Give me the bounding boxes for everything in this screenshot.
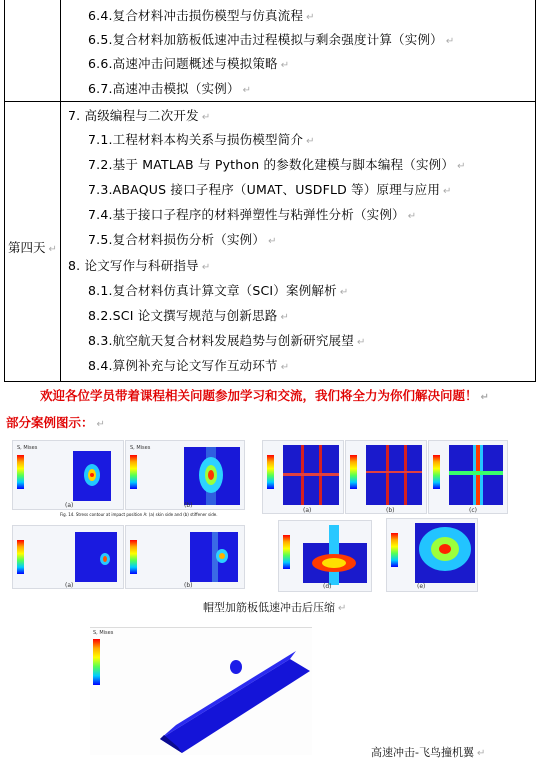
schedule-heading: 7. 高级编程与二次开发 ↵ <box>68 108 211 123</box>
contour-image <box>387 519 477 591</box>
contour-image <box>126 526 244 588</box>
panel-label: (a) <box>303 507 312 514</box>
contour-image <box>126 441 244 509</box>
schedule-item: 7.4.基于接口子程序的材料弹塑性与粘弹性分析（实例） ↵ <box>88 207 417 222</box>
schedule-item: 7.1.工程材料本构关系与损伤模型简介 ↵ <box>88 132 315 147</box>
contour-image <box>13 441 123 509</box>
damage-panel-d <box>278 520 372 592</box>
legend-title: S, Mises <box>17 445 38 451</box>
damage-panel-b <box>345 440 427 514</box>
schedule-item: 6.6.高速冲击问题概述与模拟策略 ↵ <box>88 56 290 71</box>
contour-image <box>279 521 371 591</box>
contour-image <box>263 441 343 513</box>
stress-contour-panel-c <box>12 525 124 589</box>
case-section-title: 部分案例图示： ↵ <box>6 415 105 430</box>
damage-panel-c <box>428 440 508 514</box>
figure-caption-low-velocity: 帽型加筋板低速冲击后压缩 ↵ <box>203 601 347 614</box>
stress-contour-panel-b <box>125 440 245 510</box>
bird-strike-figure <box>90 627 312 755</box>
schedule-item: 8.3.航空航天复合材料发展趋势与创新研究展望 ↵ <box>88 333 366 348</box>
panel-label: (d) <box>323 583 332 590</box>
wing-model-image <box>90 627 312 755</box>
panel-label: (e) <box>417 583 426 590</box>
schedule-item: 8.2.SCI 论文撰写规范与创新思路 ↵ <box>88 308 290 323</box>
schedule-item: 6.5.复合材料加筋板低速冲击过程模拟与剩余强度计算（实例） ↵ <box>88 32 455 47</box>
legend-title: S, Mises <box>93 630 114 636</box>
panel-label: (a) <box>65 502 74 509</box>
legend-title: S, Mises <box>130 445 151 451</box>
panel-label: (b) <box>184 502 193 509</box>
panel-label: (b) <box>386 507 395 514</box>
contour-image <box>346 441 426 513</box>
schedule-item: 7.3.ABAQUS 接口子程序（UMAT、USDFLD 等）原理与应用 ↵ <box>88 182 452 197</box>
damage-panel-e <box>386 518 478 592</box>
panel-label: (b) <box>184 582 193 589</box>
schedule-item: 6.7.高速冲击模拟（实例） ↵ <box>88 81 252 96</box>
table-column-divider <box>60 0 61 382</box>
schedule-item: 7.5.复合材料损伤分析（实例） ↵ <box>88 232 277 247</box>
schedule-item: 6.4.复合材料冲击损伤模型与仿真流程 ↵ <box>88 8 315 23</box>
stress-contour-panel-a <box>12 440 124 510</box>
figure-caption-bird-strike: 高速冲击-飞鸟撞机翼 ↵ <box>371 746 486 759</box>
schedule-item: 7.2.基于 MATLAB 与 Python 的参数化建模与脚本编程（实例） ↵ <box>88 157 466 172</box>
table-row-divider <box>5 101 536 102</box>
day-four-label: 第四天 ↵ <box>8 240 57 255</box>
contour-image <box>13 526 123 588</box>
schedule-item: 8.1.复合材料仿真计算文章（SCI）案例解析 ↵ <box>88 283 349 298</box>
figure-caption: Fig. 14. Stress contour at impact position A: (a) skin side and (b) stiffener side. <box>60 512 218 517</box>
welcome-notice: 欢迎各位学员带着课程相关问题参加学习和交流，我们将全力为你们解决问题！ ↵ <box>40 388 489 403</box>
panel-label: (a) <box>65 582 74 589</box>
schedule-item: 8.4.算例补充与论文写作互动环节 ↵ <box>88 358 290 373</box>
damage-panel-a <box>262 440 344 514</box>
contour-image <box>429 441 507 513</box>
panel-label: (c) <box>469 507 477 514</box>
stress-contour-panel-d <box>125 525 245 589</box>
schedule-heading: 8. 论文写作与科研指导 ↵ <box>68 258 211 273</box>
